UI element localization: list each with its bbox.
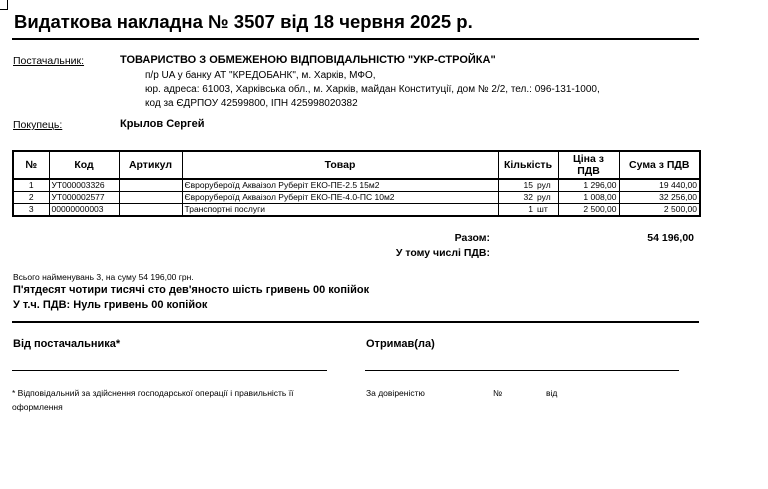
document-title: Видаткова накладна № 3507 від 18 червня 2025 р. (14, 11, 473, 32)
title-divider (12, 38, 699, 40)
col-qty-header: Кількість (498, 151, 558, 179)
total-value: 54 196,00 (647, 232, 694, 244)
total-label: Разом: (454, 232, 490, 244)
col-num-header: № (13, 151, 49, 179)
row-code: УТ000003326 (49, 179, 119, 192)
row-unit: шт (535, 204, 558, 217)
table-header-row (13, 151, 700, 179)
items-table (12, 150, 701, 217)
table-row (13, 204, 700, 217)
table-row (13, 179, 700, 192)
supplier-label: Постачальник: (13, 55, 85, 67)
row-product: Єврорубероїд Акваізол Руберіт ЕКО-ПЕ-2.5 15м2 (182, 179, 498, 192)
proxy-label: За довіреністю (366, 388, 425, 398)
row-price: 2 500,00 (558, 204, 619, 217)
row-unit: рул (535, 179, 558, 192)
col-product-header: Товар (182, 151, 498, 179)
responsibility-note: * Відповідальний за здійснення господарської операції і правильність її оформлення (12, 388, 294, 412)
row-code: УТ000002577 (49, 192, 119, 204)
supplier-codes: код за ЄДРПОУ 42599800, ІПН 425998020382 (145, 98, 358, 109)
row-price: 1 296,00 (558, 179, 619, 192)
col-article-header: Артикул (119, 151, 182, 179)
supplier-signature-line (12, 370, 327, 371)
row-sum: 19 440,00 (619, 179, 700, 192)
vat-in-words: У т.ч. ПДВ: Нуль гривень 00 копійок (13, 299, 208, 311)
row-price: 1 008,00 (558, 192, 619, 204)
amount-in-words: П'ятдесят чотири тисячі сто дев'яносто шість гривень 00 копійок (13, 284, 370, 296)
row-num: 3 (13, 204, 49, 217)
supplier-bank: п/р UA у банку АТ "КРЕДОБАНК", м. Харків, МФО, (145, 70, 376, 81)
buyer-label: Покупець: (13, 119, 63, 131)
proxy-number-label: № (493, 388, 503, 398)
proxy-date-label: від (546, 388, 558, 398)
row-product: Єврорубероїд Акваізол Руберіт ЕКО-ПЕ-4.0-ПС 10м2 (182, 192, 498, 204)
receiver-signature-label: Отримав(ла) (366, 338, 435, 350)
col-price-header: Ціна з ПДВ (558, 151, 619, 179)
row-qty: 15 (498, 179, 535, 192)
supplier-address: юр. адреса: 61003, Харківська обл., м. Харків, майдан Конституції, дом № 2/2, тел.: 096-131-1000, (145, 84, 600, 95)
row-article (119, 192, 182, 204)
row-num: 2 (13, 192, 49, 204)
receiver-signature-line (365, 370, 679, 371)
buyer-name: Крылов Сергей (120, 118, 205, 130)
row-article (119, 204, 182, 217)
row-qty: 1 (498, 204, 535, 217)
col-code-header: Код (49, 151, 119, 179)
supplier-signature-label: Від постачальника* (13, 338, 121, 350)
row-sum: 32 256,00 (619, 192, 700, 204)
supplier-name: ТОВАРИСТВО З ОБМЕЖЕНОЮ ВІДПОВІДАЛЬНІСТЮ "УКР-СТРОЙКА" (120, 54, 496, 66)
row-sum: 2 500,00 (619, 204, 700, 217)
row-article (119, 179, 182, 192)
row-qty: 32 (498, 192, 535, 204)
items-count-summary: Всього найменувань 3, на суму 54 196,00 грн. (13, 272, 194, 282)
col-sum-header: Сума з ПДВ (619, 151, 700, 179)
row-num: 1 (13, 179, 49, 192)
row-product: Транспортні послуги (182, 204, 498, 217)
row-code: 00000000003 (49, 204, 119, 217)
summary-divider (12, 321, 699, 323)
row-unit: рул (535, 192, 558, 204)
vat-label: У тому числі ПДВ: (395, 247, 490, 259)
corner-marker (0, 0, 8, 10)
table-row (13, 192, 700, 204)
